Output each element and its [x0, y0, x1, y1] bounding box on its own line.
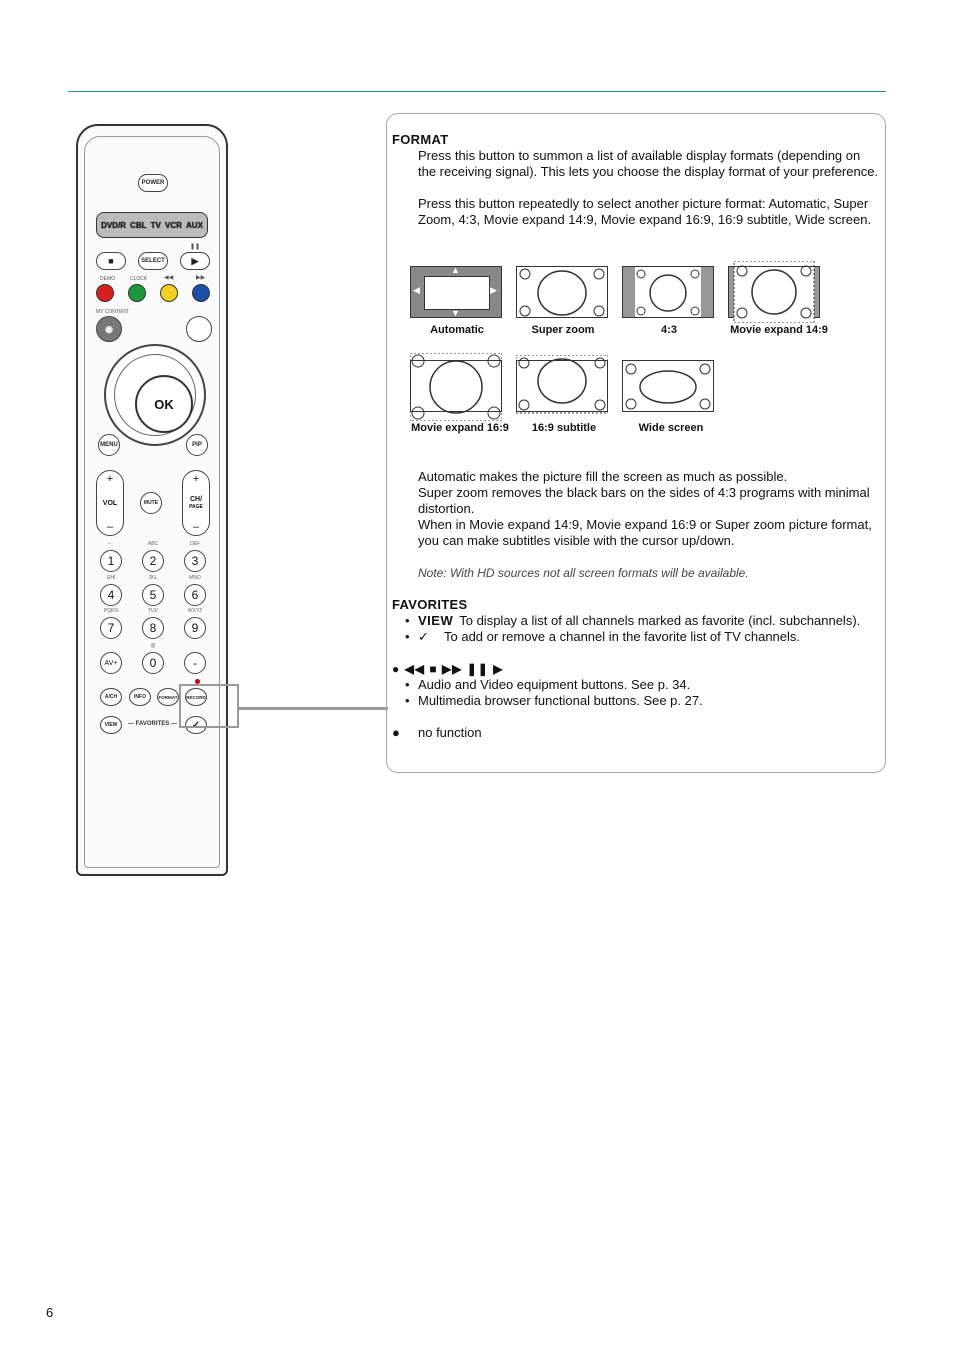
arrow-left-icon: ◀ [413, 285, 420, 295]
highlight-box [179, 684, 239, 728]
check-description: To add or remove a channel in the favorite list of TV channels. [444, 629, 801, 644]
cursor-ring[interactable] [104, 344, 206, 446]
check-icon: ✓ [418, 629, 429, 644]
demo-label: DEMO [100, 276, 115, 282]
subtitle-diagram [516, 355, 608, 417]
channel-rocker[interactable] [182, 470, 210, 536]
key-3[interactable]: 3 [184, 550, 206, 572]
av-control-glyphs: ● ◀◀ ■ ▶▶ ❚❚ ▶ [392, 662, 504, 676]
caption-wide-screen: Wide screen [638, 422, 704, 434]
key-9[interactable]: 9 [184, 617, 206, 639]
rewind-icon: ◀◀ [164, 275, 174, 281]
key-letters: TUV [148, 608, 158, 614]
format-thumb-4-3 [622, 266, 714, 318]
format-thumb-16-9-subtitle [516, 360, 608, 412]
format-paragraph-5: When in Movie expand 14:9, Movie expand 16:9 or Super zoom picture format, you can make subtitles visible with the cursor up/down. [418, 517, 872, 548]
key-letters: GHI [106, 575, 116, 581]
format-button[interactable]: FORMAT [157, 688, 179, 706]
key-1[interactable]: 1 [100, 550, 122, 572]
play-icon: ▶ [191, 255, 199, 266]
key-letters: JKL [148, 575, 158, 581]
caption-super-zoom: Super zoom [531, 324, 595, 336]
format-thumb-super-zoom [516, 266, 608, 318]
key-8[interactable]: 8 [142, 617, 164, 639]
bullet-dot: • [405, 629, 410, 644]
select-button[interactable]: SELECT [138, 252, 168, 270]
header-rule [68, 91, 886, 92]
key-letters: WXYZ [187, 608, 203, 614]
key-0[interactable]: 0 [142, 652, 164, 674]
red-button[interactable] [96, 284, 114, 302]
arrow-right-icon: ▶ [490, 285, 497, 295]
info-button[interactable]: INFO [129, 688, 151, 706]
view-key-label: VIEW [418, 613, 454, 628]
record-description: no function [418, 725, 482, 740]
favorites-check-line [418, 629, 880, 645]
bullet-dot: • [405, 613, 410, 628]
key-7[interactable]: 7 [100, 617, 122, 639]
four-three-diagram [623, 267, 714, 318]
vol-plus[interactable]: + [106, 473, 114, 485]
wide-screen-diagram [623, 361, 714, 412]
key-letters: PQRS [103, 608, 119, 614]
av-bullet-1: Audio and Video equipment buttons. See p. 34. [418, 677, 691, 692]
caption-movie-16-9: Movie expand 16:9 [411, 422, 509, 434]
format-paragraph-3: Automatic makes the picture fill the screen as much as possible. [418, 469, 788, 484]
page-text: PAGE [189, 504, 203, 510]
a-ch-button[interactable]: A/CH [100, 688, 122, 706]
arrow-down-icon: ▼ [451, 308, 460, 318]
menu-button[interactable]: MENU [98, 434, 120, 456]
connector-line [238, 707, 388, 710]
favorites-heading: FAVORITES [392, 597, 468, 612]
bullet-dot: • [405, 677, 410, 692]
key-2[interactable]: 2 [142, 550, 164, 572]
key-letters: MNO [189, 575, 201, 581]
format-paragraph-1: Press this button to summon a list of available display formats (depending on the receiving signal). This lets you choose the display format of your preference. [418, 148, 879, 179]
bullet-dot: • [405, 693, 410, 708]
record-dot-icon: ● [392, 725, 400, 740]
key-letters: – · [108, 541, 114, 547]
favorites-view-line [418, 613, 880, 629]
movie-14-9-diagram [728, 261, 820, 323]
caption-4-3: 4:3 [661, 324, 677, 336]
ch-text: CH/ [189, 496, 203, 503]
ch-label [189, 496, 203, 510]
movie-16-9-diagram [410, 353, 502, 421]
mute-button[interactable]: MUTE [140, 492, 162, 514]
source-tv[interactable]: TV [150, 220, 161, 230]
key-letters: @ [150, 643, 156, 649]
format-note: Note: With HD sources not all screen formats will be available. [418, 566, 749, 580]
source-selector[interactable] [96, 212, 208, 238]
format-paragraph-4: Super zoom removes the black bars on the sides of 4:3 programs with minimal distortion. [418, 485, 870, 516]
av-bullet-2: Multimedia browser functional buttons. See p. 27. [418, 693, 703, 708]
ch-minus[interactable]: – [192, 521, 200, 533]
stop-icon: ■ [108, 256, 114, 266]
caption-automatic: Automatic [430, 324, 484, 336]
key-av[interactable]: AV+ [100, 652, 122, 674]
remote-control [76, 124, 228, 876]
page-number: 6 [46, 1305, 54, 1320]
pip-button[interactable]: PIP [186, 434, 208, 456]
format-heading: FORMAT [392, 132, 449, 147]
source-vcr[interactable]: VCR [165, 220, 182, 230]
key-4[interactable]: 4 [100, 584, 122, 606]
format-thumb-movie-14-9 [728, 266, 820, 318]
favorite-check-button[interactable]: ✓ [185, 716, 207, 734]
format-thumb-automatic [410, 266, 502, 318]
power-button[interactable]: POWER [138, 174, 168, 192]
view-button[interactable]: VIEW [100, 716, 122, 734]
key-6[interactable]: 6 [184, 584, 206, 606]
clock-label: CLOCK [130, 276, 148, 282]
blue-button[interactable] [192, 284, 210, 302]
pause-icon: ❚❚ [190, 244, 201, 250]
key-5[interactable]: 5 [142, 584, 164, 606]
arrow-up-icon: ▲ [451, 266, 460, 275]
key-letters: ABC [147, 541, 159, 547]
format-cycle-button[interactable] [186, 316, 212, 342]
view-description: To display a list of all channels marked as favorite (incl. subchannels). [459, 613, 861, 628]
format-thumb-movie-16-9 [410, 360, 502, 412]
format-thumb-wide-screen [622, 360, 714, 412]
record-button[interactable]: RECORD [185, 688, 207, 706]
caption-movie-14-9: Movie expand 14:9 [730, 324, 828, 336]
source-cbl[interactable]: CBL [130, 220, 147, 230]
ok-button[interactable]: OK [135, 375, 193, 433]
favorites-label: — FAVORITES — [128, 721, 177, 727]
super-zoom-diagram [517, 267, 608, 318]
fast-forward-icon: ▶▶ [196, 275, 206, 281]
my-content-button[interactable] [96, 316, 122, 342]
key-letters: DEF [190, 541, 200, 547]
stop-button[interactable] [96, 252, 126, 270]
key-[interactable]: - [184, 652, 206, 674]
vol-minus[interactable]: – [106, 521, 114, 533]
volume-rocker[interactable] [96, 470, 124, 536]
source-aux[interactable]: AUX [186, 220, 203, 230]
my-content-label: MY CONTENT [96, 309, 129, 315]
ch-plus[interactable]: + [192, 473, 200, 485]
caption-16-9-subtitle: 16:9 subtitle [531, 422, 597, 434]
play-button[interactable] [180, 252, 210, 270]
source-dvdr[interactable]: DVD/R [101, 220, 126, 230]
vol-label: VOL [102, 499, 118, 507]
yellow-button[interactable] [160, 284, 178, 302]
green-button[interactable] [128, 284, 146, 302]
format-paragraph-2: Press this button repeatedly to select another picture format: Automatic, Super Zoom, 4:3, Movie expand 14:9, Movie expand 16:9, 16:9 subtitle, Wide screen. [418, 196, 872, 227]
eye-icon: ◉ [105, 323, 113, 334]
cursor-inner-ring [114, 354, 196, 436]
